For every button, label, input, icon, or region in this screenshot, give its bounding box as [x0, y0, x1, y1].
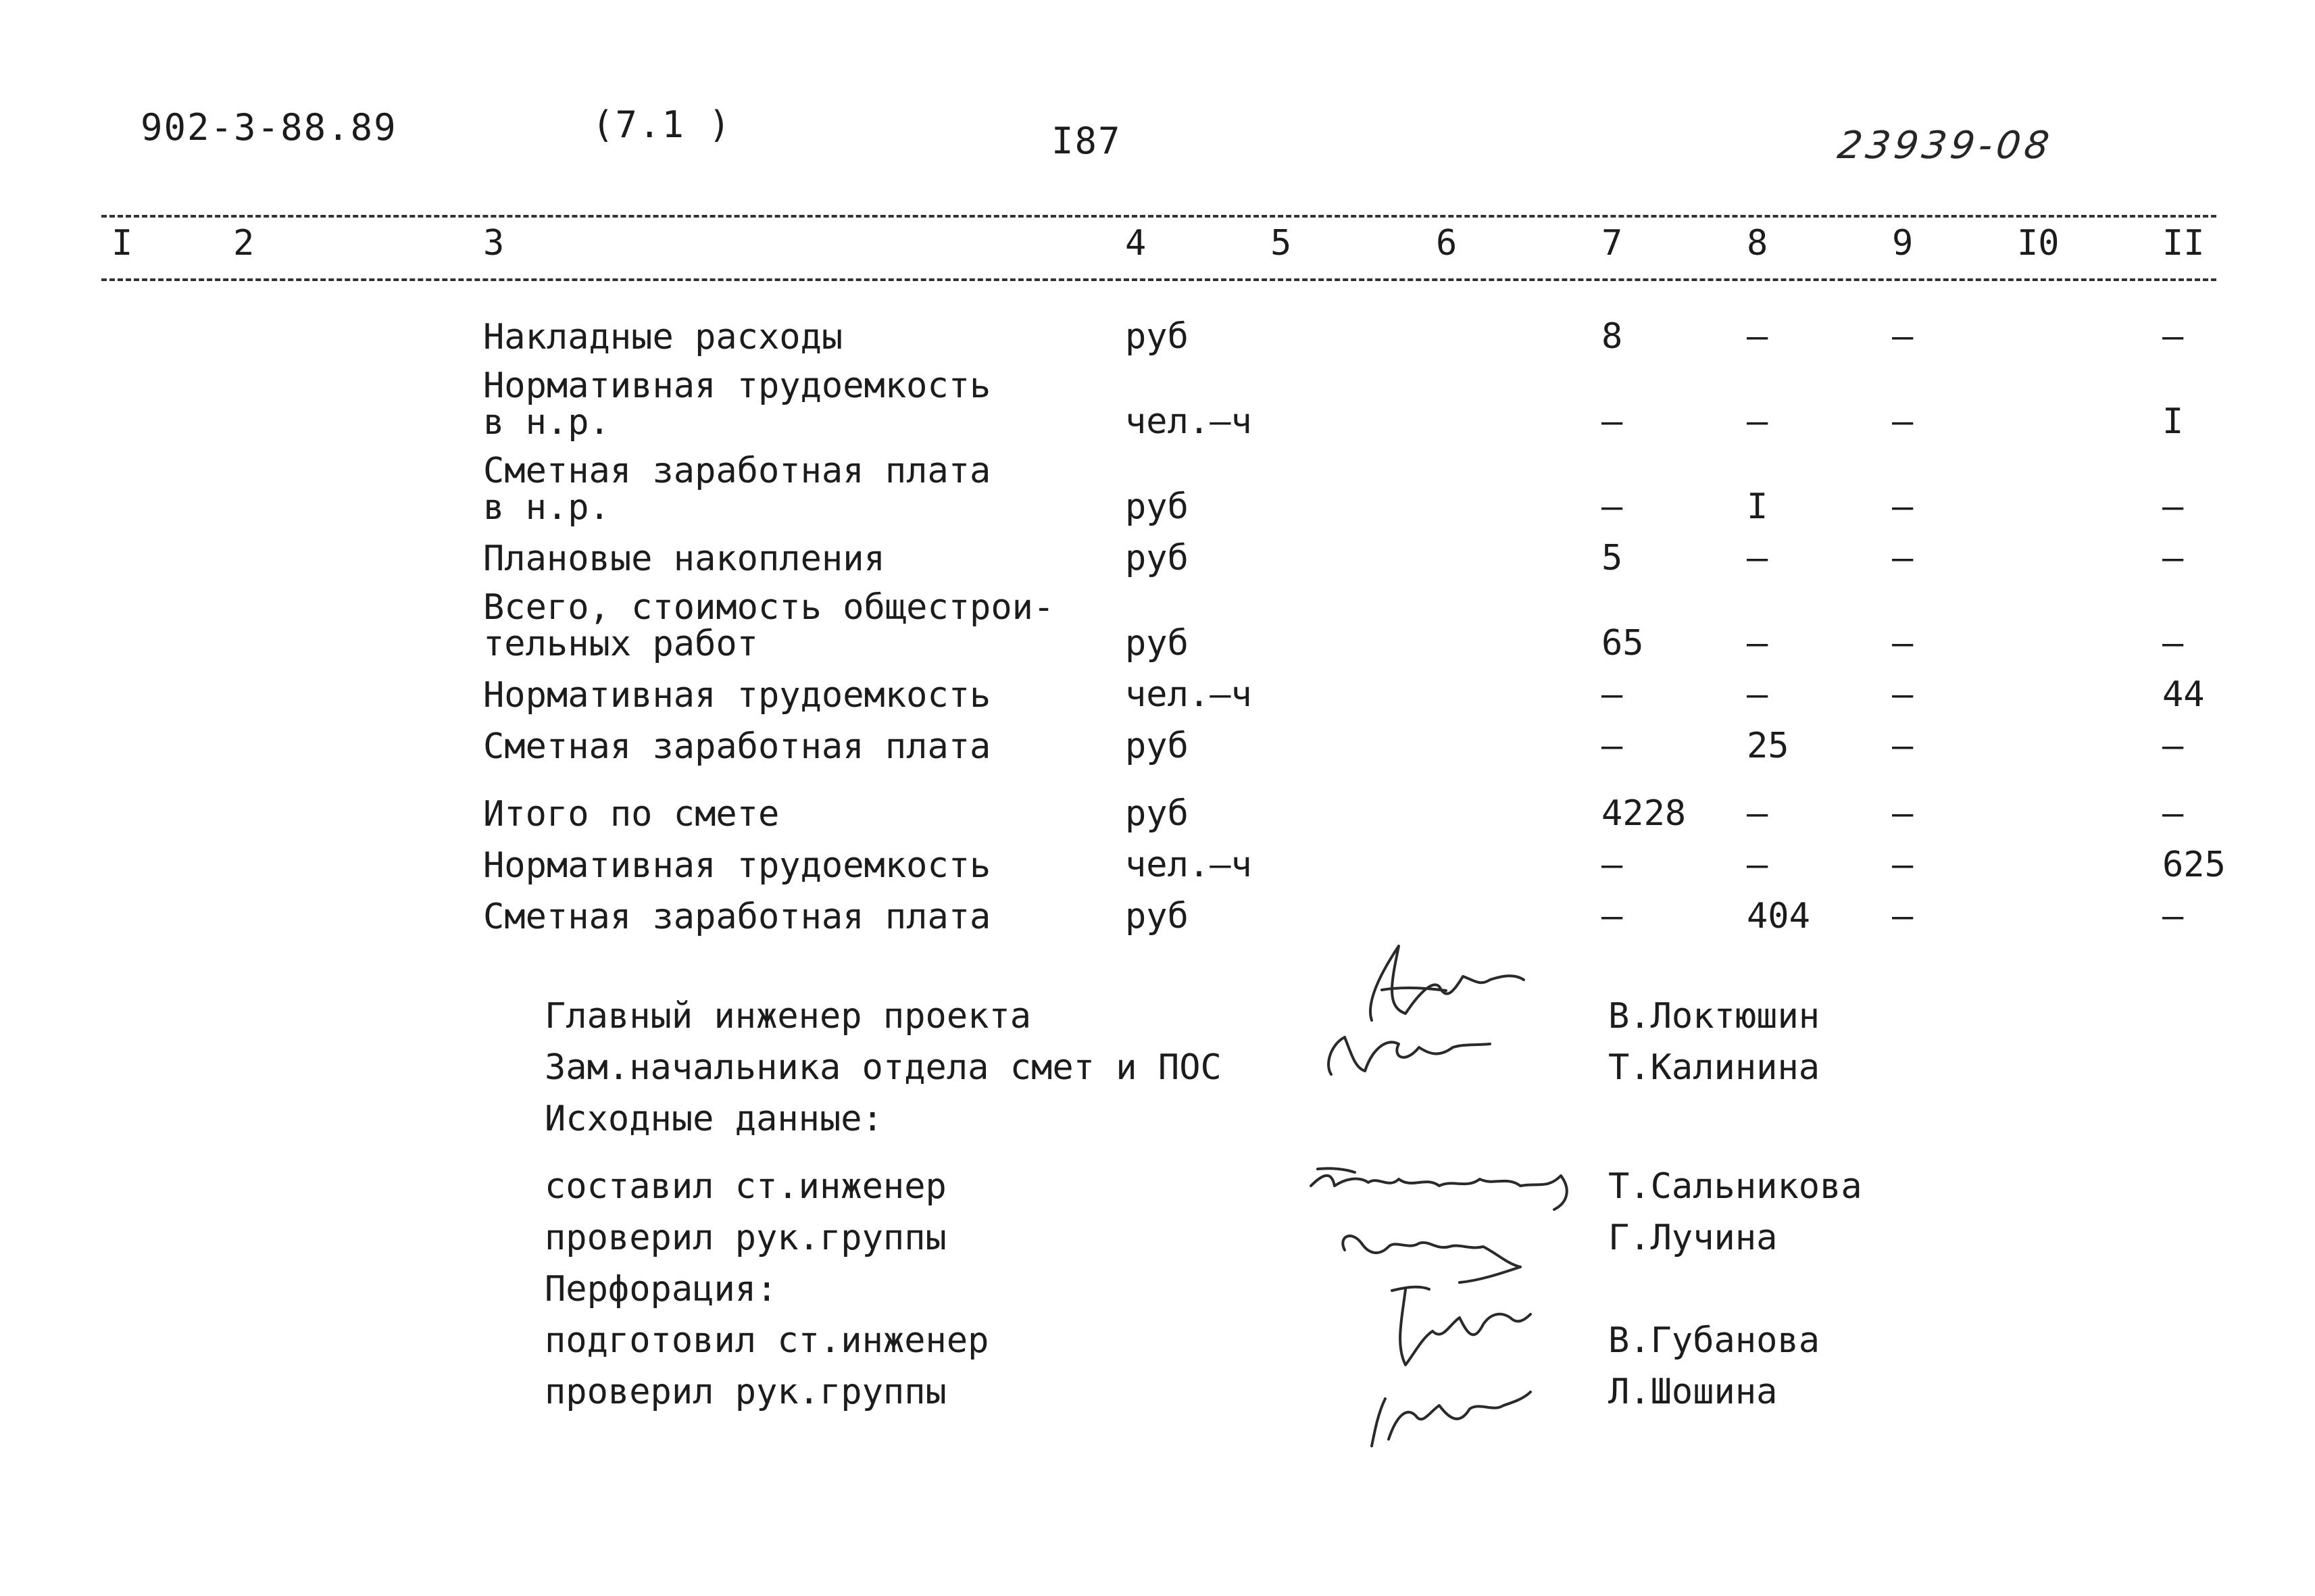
- row-unit: чел.–ч: [1125, 401, 1252, 442]
- signature-role: Перфорация:: [545, 1269, 778, 1310]
- row-label: Плановые накопления: [483, 539, 885, 579]
- signature-role: Исходные данные:: [545, 1099, 883, 1139]
- section-number: (7.1 ): [592, 103, 732, 146]
- document-code: 902-3-88.89: [141, 106, 397, 149]
- signature-gubanova: [1365, 1277, 1541, 1378]
- row-col11-value: –: [2162, 623, 2184, 664]
- signature-role: составил ст.инженер: [545, 1166, 947, 1207]
- table-top-rule: [101, 215, 2216, 218]
- row-label: Нормативная трудоемкость: [483, 366, 991, 406]
- row-unit: руб: [1125, 726, 1189, 766]
- row-col8-value: –: [1747, 845, 1768, 885]
- column-number-9: 9: [1892, 223, 1914, 264]
- row-col11-value: –: [2162, 896, 2184, 937]
- row-label: Сметная заработная плата: [483, 897, 991, 937]
- column-number-2: 2: [233, 223, 255, 264]
- signatory-name: Т.Калинина: [1608, 1047, 1820, 1088]
- row-label: Нормативная трудоемкость: [483, 675, 991, 716]
- row-col9-value: –: [1892, 896, 1914, 937]
- column-number-10: I0: [2017, 223, 2060, 264]
- row-col8-value: –: [1747, 316, 1768, 357]
- row-col8-value: –: [1747, 793, 1768, 834]
- row-label: в н.р.: [483, 402, 610, 443]
- column-number-8: 8: [1747, 223, 1768, 264]
- row-col9-value: –: [1892, 623, 1914, 664]
- row-label: Итого по смете: [483, 794, 780, 834]
- row-unit: руб: [1125, 793, 1189, 834]
- row-col11-value: 44: [2162, 674, 2205, 715]
- row-col8-value: –: [1747, 538, 1768, 578]
- signature-role: Зам.начальника отдела смет и ПОС: [545, 1047, 1222, 1088]
- row-col7-value: 65: [1601, 623, 1644, 664]
- signatory-name: Г.Лучина: [1608, 1218, 1778, 1258]
- signature-role: проверил рук.группы: [545, 1372, 947, 1412]
- row-col7-value: –: [1601, 726, 1623, 766]
- row-unit: руб: [1125, 487, 1189, 527]
- row-unit: чел.–ч: [1125, 674, 1252, 715]
- row-col7-value: 4228: [1601, 793, 1687, 834]
- column-number-11: II: [2162, 223, 2205, 264]
- row-col11-value: –: [2162, 487, 2184, 527]
- row-label: Сметная заработная плата: [483, 726, 991, 767]
- row-unit: руб: [1125, 623, 1189, 664]
- signatory-name: В.Губанова: [1608, 1320, 1820, 1361]
- row-col7-value: 8: [1601, 316, 1623, 357]
- signature-role: подготовил ст.инженер: [545, 1320, 989, 1361]
- row-col9-value: –: [1892, 674, 1914, 715]
- row-col8-value: –: [1747, 623, 1768, 664]
- row-label: Всего, стоимость общестрои-: [483, 587, 1055, 628]
- row-label: Накладные расходы: [483, 317, 843, 357]
- row-col7-value: –: [1601, 845, 1623, 885]
- signature-shoshina: [1358, 1365, 1534, 1453]
- row-col9-value: –: [1892, 401, 1914, 442]
- row-col9-value: –: [1892, 316, 1914, 357]
- row-col11-value: 625: [2162, 845, 2226, 885]
- row-col8-value: 404: [1747, 896, 1810, 937]
- signature-role: проверил рук.группы: [545, 1218, 947, 1258]
- table-header-rule: [101, 278, 2216, 281]
- row-col9-value: –: [1892, 726, 1914, 766]
- row-col8-value: –: [1747, 674, 1768, 715]
- row-label: в н.р.: [483, 487, 610, 528]
- column-number-3: 3: [483, 223, 505, 264]
- row-col7-value: –: [1601, 896, 1623, 937]
- row-col8-value: –: [1747, 401, 1768, 442]
- column-number-4: 4: [1125, 223, 1147, 264]
- row-label: Сметная заработная плата: [483, 451, 991, 491]
- row-col9-value: –: [1892, 538, 1914, 578]
- column-number-1: I: [111, 223, 133, 264]
- column-number-7: 7: [1601, 223, 1623, 264]
- row-unit: чел.–ч: [1125, 845, 1252, 885]
- page-number: I87: [1051, 120, 1122, 162]
- row-col8-value: I: [1747, 487, 1768, 527]
- row-col11-value: –: [2162, 316, 2184, 357]
- row-col9-value: –: [1892, 793, 1914, 834]
- row-col9-value: –: [1892, 845, 1914, 885]
- signatory-name: Л.Шошина: [1608, 1372, 1778, 1412]
- row-col7-value: –: [1601, 674, 1623, 715]
- signatory-name: Т.Сальникова: [1608, 1166, 1862, 1207]
- row-col11-value: –: [2162, 538, 2184, 578]
- row-col11-value: –: [2162, 793, 2184, 834]
- column-number-5: 5: [1270, 223, 1292, 264]
- row-col7-value: –: [1601, 401, 1623, 442]
- row-col7-value: 5: [1601, 538, 1623, 578]
- row-unit: руб: [1125, 316, 1189, 357]
- row-unit: руб: [1125, 896, 1189, 937]
- signatory-name: В.Локтюшин: [1608, 996, 1820, 1037]
- inventory-number: 23939-08: [1835, 124, 2056, 168]
- row-label: тельных работ: [483, 624, 758, 664]
- row-col11-value: –: [2162, 726, 2184, 766]
- signature-kalinina: [1318, 1017, 1507, 1091]
- signature-role: Главный инженер проекта: [545, 996, 1032, 1037]
- column-number-6: 6: [1436, 223, 1458, 264]
- row-col9-value: –: [1892, 487, 1914, 527]
- row-col7-value: –: [1601, 487, 1623, 527]
- row-label: Нормативная трудоемкость: [483, 845, 991, 886]
- row-col8-value: 25: [1747, 726, 1789, 766]
- row-unit: руб: [1125, 538, 1189, 578]
- row-col11-value: I: [2162, 401, 2184, 442]
